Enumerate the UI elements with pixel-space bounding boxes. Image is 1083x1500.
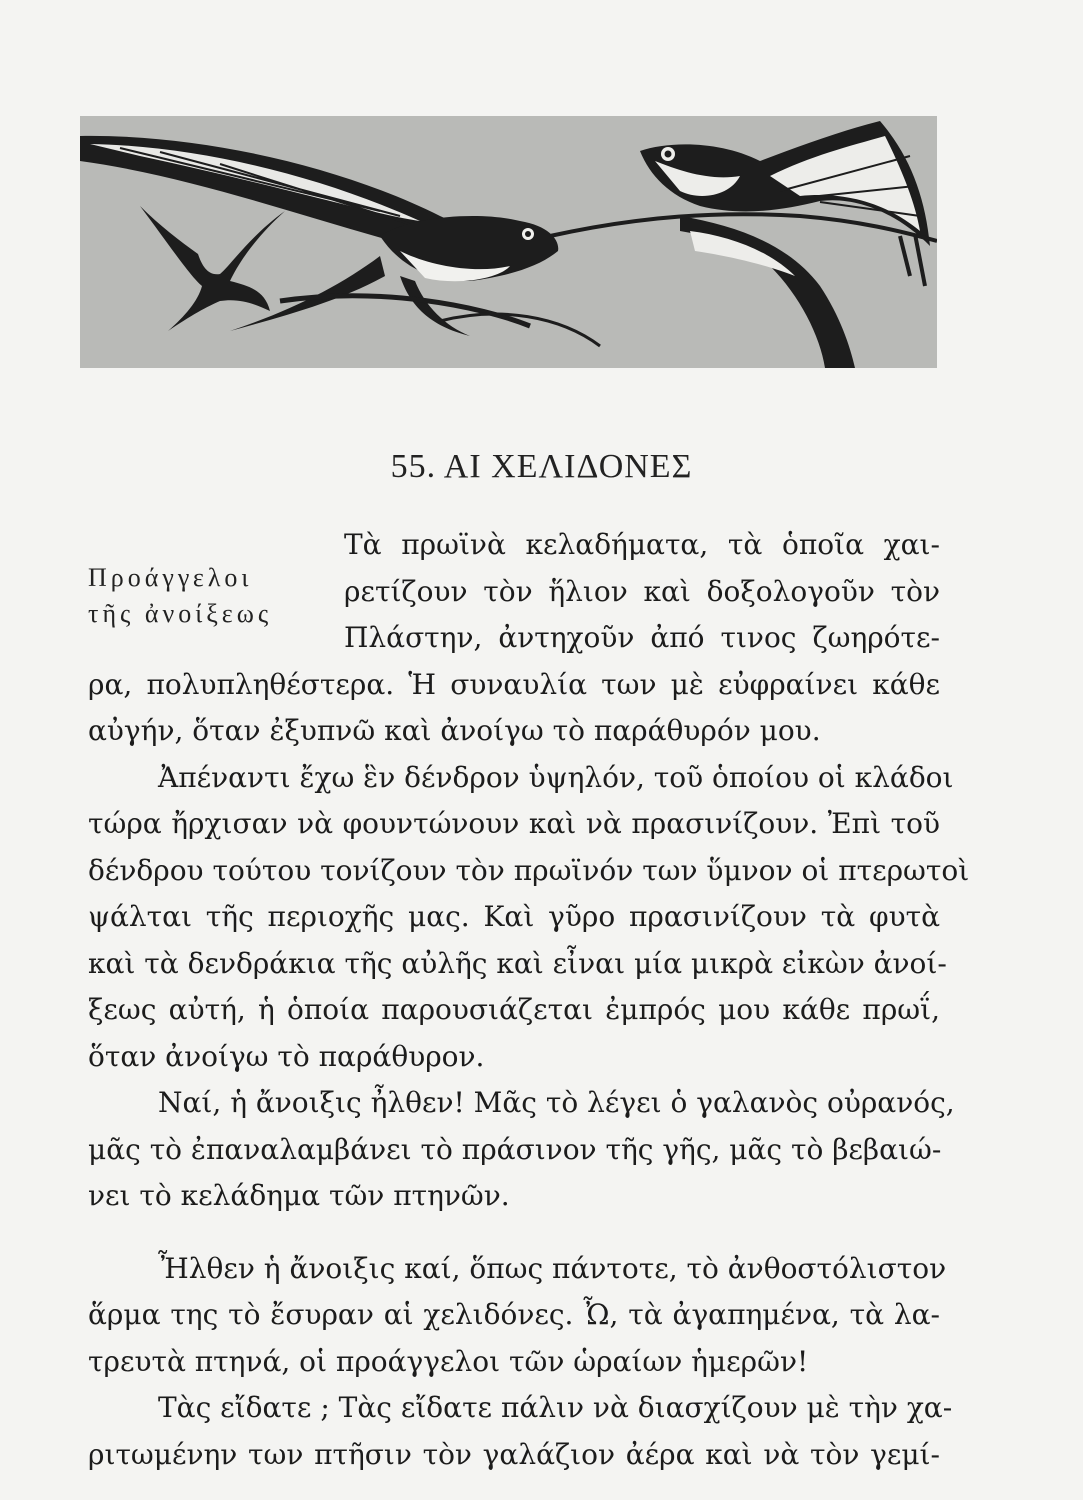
text-line: τρευτὰ πτηνά, οἱ προάγγελοι τῶν ὡραίων ἡμερῶν!	[88, 1344, 809, 1378]
margin-note-line: τῆς ἀνοίξεως	[88, 599, 273, 628]
text-line: τώρα ἤρχισαν νὰ φουντώνουν καὶ νὰ πρασινίζουν. Ἐπὶ τοῦ	[88, 807, 940, 840]
text-line: δένδρου τούτου τονίζουν τὸν πρωϊνόν των ὕμνον οἱ πτερωτοὶ	[88, 853, 970, 887]
swallows-drawing	[80, 116, 937, 368]
paragraph-gap	[88, 1220, 940, 1246]
text-line: ριτωμένην των πτῆσιν τὸν γαλάζιον ἀέρα καὶ νὰ τὸν γεμί-	[88, 1437, 940, 1471]
body-text	[88, 522, 970, 1478]
text-line: Ἀπέναντι ἔχω ἓν δένδρον ὑψηλόν, τοῦ ὁποίου οἱ κλάδοι	[158, 760, 954, 794]
text-line: καὶ τὰ δενδράκια τῆς αὐλῆς καὶ εἶναι μία μικρὰ εἰκὼν ἀνοί-	[88, 946, 947, 980]
text-line: ὅταν ἀνοίγω τὸ παράθυρον.	[88, 1039, 485, 1073]
text-line: Ναί, ἡ ἄνοιξις ἦλθεν! Μᾶς τὸ λέγει ὁ γαλανὸς οὐρανός,	[158, 1086, 955, 1119]
text-line: αὐγήν, ὅταν ἐξυπνῶ καὶ ἀνοίγω τὸ παράθυρόν μου.	[88, 714, 821, 747]
text-line: Τὰς εἴδατε ; Τὰς εἴδατε πάλιν νὰ διασχίζουν μὲ τὴν χα-	[158, 1391, 953, 1424]
swallows-illustration	[80, 116, 937, 368]
text-line: ρα, πολυπληθέστερα. Ἡ συναυλία των μὲ εὐφραίνει κάθε	[88, 667, 940, 701]
text-line: νει τὸ κελάδημα τῶν πτηνῶν.	[88, 1179, 510, 1212]
text-line: ψάλται τῆς περιοχῆς μας. Καὶ γῦρο πρασινίζουν τὰ φυτὰ	[88, 900, 940, 933]
text-line: Ἦλθεν ἡ ἄνοιξις καί, ὅπως πάντοτε, τὸ ἀνθοστόλιστον	[158, 1251, 947, 1285]
chapter-title: 55. ΑΙ ΧΕΛΙΔΟΝΕΣ	[390, 448, 693, 485]
text-line: Πλάστην, ἀντηχοῦν ἀπό τινος ζωηρότε-	[344, 621, 940, 654]
margin-note-line: Προάγγελοι	[88, 563, 253, 592]
text-line: μᾶς τὸ ἐπαναλαμβάνει τὸ πράσινον τῆς γῆς, μᾶς τὸ βεβαιώ-	[88, 1132, 942, 1166]
text-line: Τὰ πρωϊνὰ κελαδήματα, τὰ ὁποῖα χαι-	[344, 528, 940, 561]
text-line: ρετίζουν τὸν ἥλιον καὶ δοξολογοῦν τὸν	[344, 574, 940, 608]
main-swallow	[80, 136, 600, 346]
text-line: ἅρμα της τὸ ἔσυραν αἱ χελιδόνες. Ὦ, τὰ ἀγαπημένα, τὰ λα-	[88, 1298, 940, 1331]
text-line: ξεως αὐτή, ἡ ὁποία παρουσιάζεται ἐμπρός μου κάθε πρωΐ,	[88, 993, 940, 1026]
right-swallow	[550, 121, 937, 368]
small-swallow-silhouette	[140, 206, 285, 331]
